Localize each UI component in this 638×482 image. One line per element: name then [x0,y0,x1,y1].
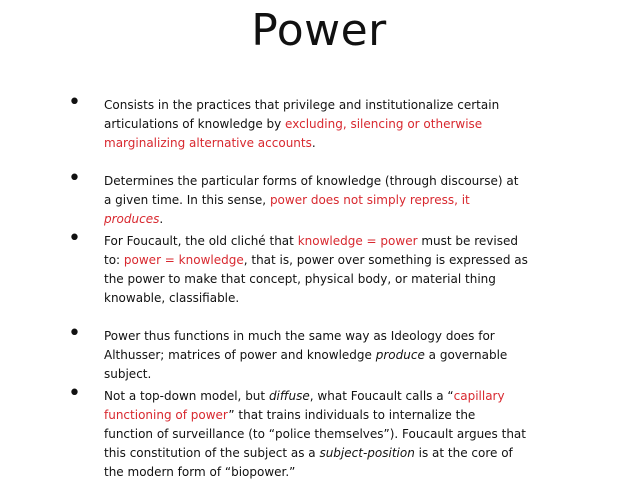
highlight-text: excluding, silencing or otherwise marginalizing alternative accounts [104,117,483,150]
text-segment: is at the core of the modern form of “biopower.” [104,446,513,479]
bullet-4 [68,321,528,384]
bullet-dot-icon: • [68,381,81,406]
bullet-dot-icon: • [68,90,81,115]
highlight-text: capillary functioning of power [104,389,505,422]
text-segment: , what Foucault calls a “ [309,389,454,403]
text-segment: a governable subject. [104,348,508,381]
text-segment: For Foucault, the old cliché that [104,234,298,248]
bullet-2-text [104,172,528,229]
italic-text: produce [375,348,425,362]
text-segment: Power thus functions in much the same way as Ideology does for Althusser; matrices of power and knowledge [104,329,495,362]
text-segment: , that is, power over something is expressed as the power to make that concept, physical body, or material thing knowable, classifiable. [104,253,528,305]
highlight-text: power does not simply repress, it [269,193,470,207]
bullet-dot-icon: • [68,321,81,346]
bullet-dot-icon: • [68,166,81,191]
text-segment: Not a top-down model, but [104,389,269,403]
text-segment: ” that trains individuals to internalize the function of surveillance (to “police themselves”). Foucault argues that this constitution of the subject as a [104,408,526,460]
slide-title: Power [251,5,387,56]
bullet-5-text [104,387,528,482]
highlight-text: knowledge = power [297,234,418,248]
highlight-text-italic: produces [104,212,160,226]
bullet-3-text [104,232,528,308]
text-segment: . [159,212,164,226]
italic-text: subject-position [319,446,415,460]
italic-text: diffuse [268,389,310,403]
bullet-3 [68,226,528,308]
text-segment: Consists in the practices that privilege and institutionalize certain articulations of knowledge by [104,98,500,131]
text-segment: Determines the particular forms of knowledge (through discourse) at a given time. In this sense, [104,174,519,207]
bullet-1 [68,90,528,153]
bullet-4-text [104,327,528,384]
bullet-2 [68,166,528,229]
text-segment: must be revised to: [104,234,518,267]
text-segment: . [311,136,316,150]
highlight-text: power = knowledge [123,253,244,267]
bullet-1-text [104,96,528,153]
bullet-5 [68,381,528,482]
bullet-dot-icon: • [68,226,81,251]
